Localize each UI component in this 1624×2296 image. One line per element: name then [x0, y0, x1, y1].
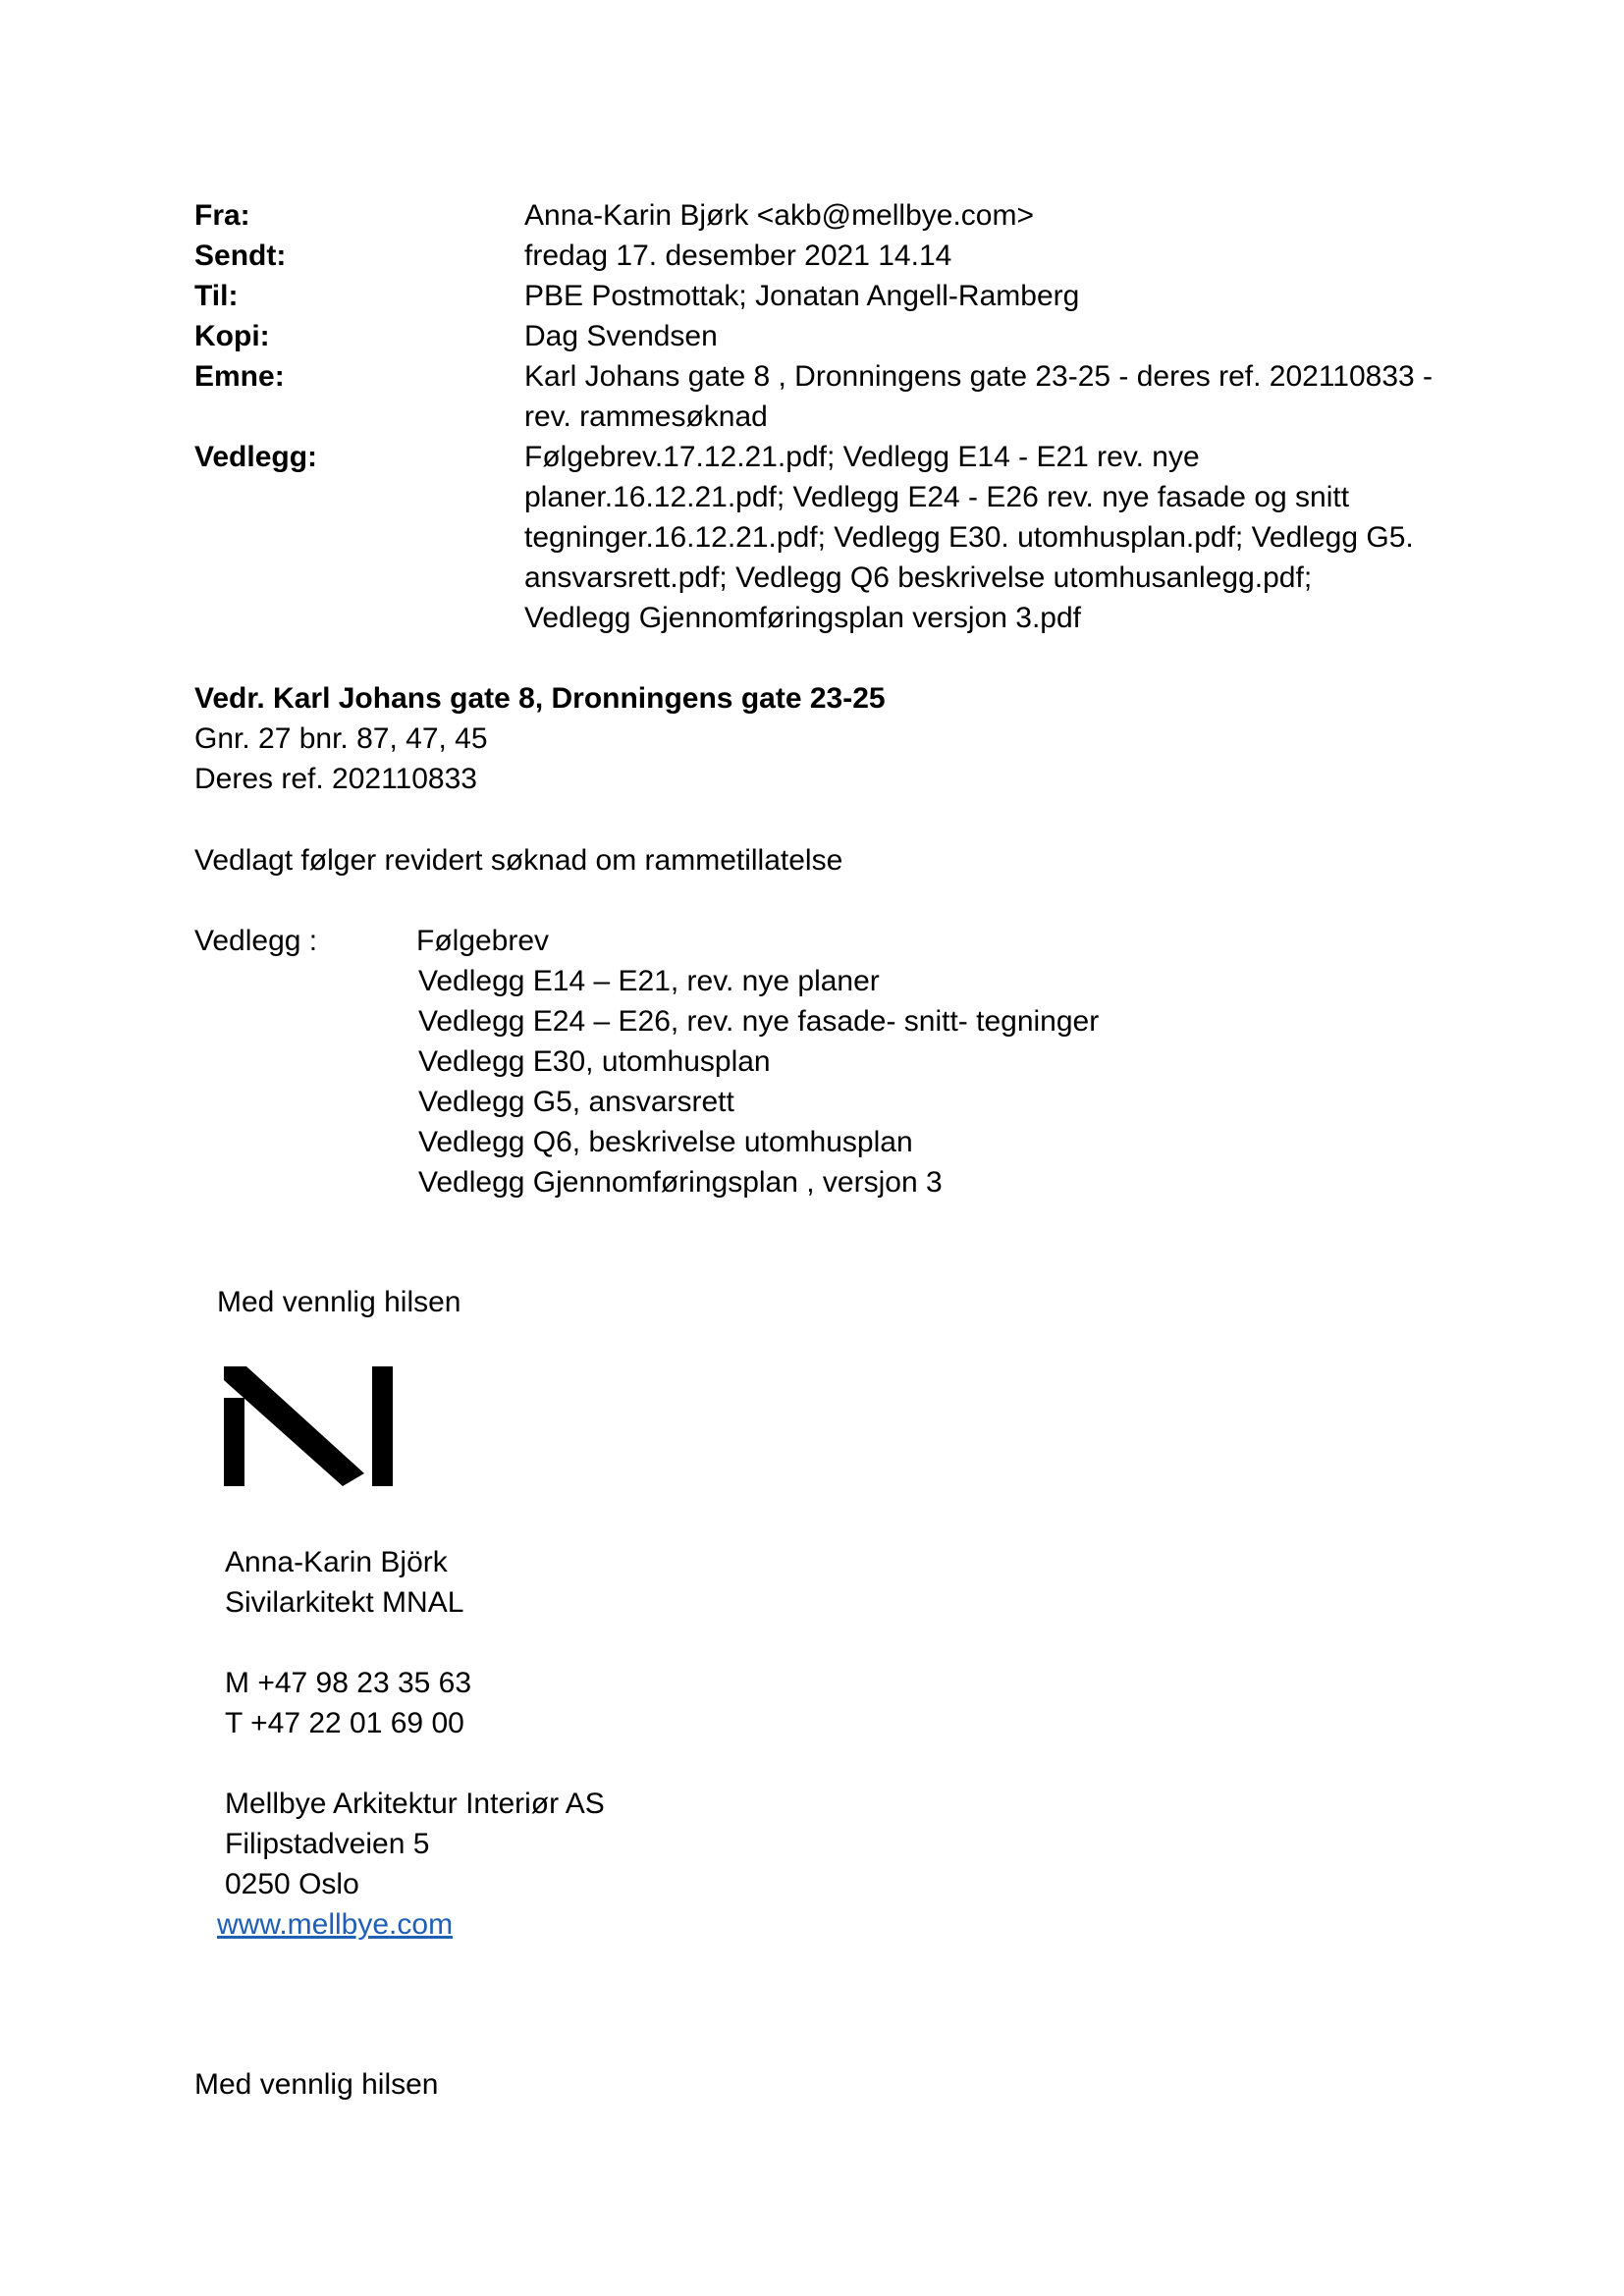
header-label: Emne: [194, 360, 285, 393]
header-value: Følgebrev.17.12.21.pdf; Vedlegg E14 - E21 rev. nye planer.16.12.21.pdf; Vedlegg E24 - E26 rev. nye fasade og snitt tegninger.16.12.21.pdf; Vedlegg E30. utomhusplan.pdf; Vedlegg G5. ansvarsrett.pdf; Vedlegg Q6 beskrivelse utomhusanlegg.pdf; Vedlegg Gjennomføringsplan versjon 3.pdf [524, 441, 1414, 634]
signature-street: Filipstadveien 5 [225, 1828, 430, 1860]
header-value: fredag 17. desember 2021 14.14 [524, 240, 952, 272]
header-value: PBE Postmottak; Jonatan Angell-Ramberg [524, 280, 1080, 312]
property-ref: Gnr. 27 bnr. 87, 47, 45 [194, 722, 488, 755]
attachment-item: Følgebrev [416, 925, 550, 957]
signature-title: Sivilarkitekt MNAL [225, 1586, 464, 1619]
signature-city: 0250 Oslo [225, 1868, 359, 1900]
header-attachments [194, 437, 1471, 634]
their-ref: Deres ref. 202110833 [194, 763, 477, 795]
attachment-item: Vedlegg Q6, beskrivelse utomhusplan [418, 1126, 913, 1158]
header-value: Karl Johans gate 8 , Dronningens gate 23-25 - deres ref. 202110833 - rev. rammesøknad [524, 360, 1434, 433]
closing-greeting: Med vennlig hilsen [194, 2068, 439, 2101]
signature-greeting: Med vennlig hilsen [217, 1286, 461, 1318]
signature-mobile: M +47 98 23 35 63 [225, 1667, 472, 1699]
header-subject [194, 356, 1471, 433]
header-label: Fra: [194, 199, 250, 232]
header-label: Til: [194, 280, 239, 312]
signature-name: Anna-Karin Björk [225, 1546, 448, 1578]
logo-left-bar [224, 1398, 244, 1486]
header-from [194, 195, 1471, 236]
intro-text: Vedlagt følger revidert søknad om rammetillatelse [194, 844, 843, 877]
header-label: Kopi: [194, 320, 270, 352]
attachments-label: Vedlegg : [194, 925, 318, 957]
attachment-item: Vedlegg E14 – E21, rev. nye planer [418, 965, 880, 997]
attachment-item: Vedlegg E24 – E26, rev. nye fasade- snitt- tegninger [418, 1005, 1100, 1038]
header-value: Anna-Karin Bjørk <akb@mellbye.com> [524, 199, 1034, 232]
header-cc [194, 316, 1471, 356]
logo-diagonal [224, 1366, 364, 1486]
attachment-item: Vedlegg Gjennomføringsplan , versjon 3 [418, 1166, 943, 1199]
signature-phone: T +47 22 01 69 00 [225, 1707, 464, 1739]
header-value: Dag Svendsen [524, 320, 718, 352]
header-sent [194, 236, 1471, 276]
attachment-item: Vedlegg G5, ansvarsrett [418, 1086, 734, 1118]
company-logo-icon [224, 1366, 393, 1486]
header-label: Vedlegg: [194, 441, 318, 473]
subject-heading: Vedr. Karl Johans gate 8, Dronningens gate 23-25 [194, 682, 886, 715]
attachment-item: Vedlegg E30, utomhusplan [418, 1045, 771, 1078]
website-link[interactable]: www.mellbye.com [217, 1908, 454, 1941]
header-label: Sendt: [194, 240, 287, 272]
header-to [194, 276, 1471, 316]
signature-company: Mellbye Arkitektur Interiør AS [225, 1788, 605, 1820]
logo-right-bar [372, 1366, 393, 1486]
